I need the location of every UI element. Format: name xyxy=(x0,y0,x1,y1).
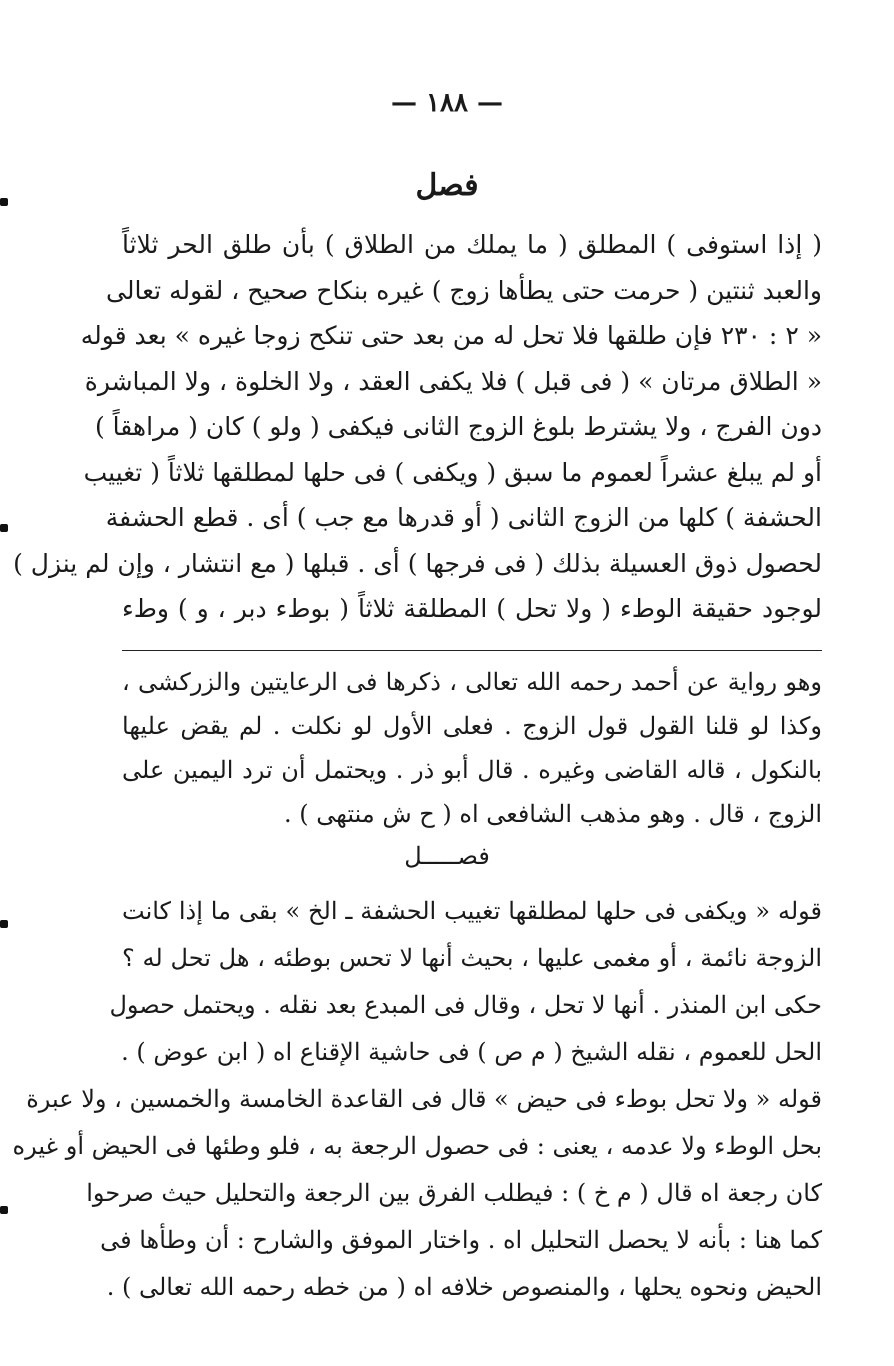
text-line: الحيض ونحوه يحلها ، والمنصوص خلافه اه ( من خطه رحمه الله تعالى ) . xyxy=(106,1273,822,1301)
text-line: كما هنا : بأنه لا يحصل التحليل اه . واختار الموفق والشارح : أن وطأها فى xyxy=(100,1226,822,1254)
text-line: بالنكول ، قاله القاضى وغيره . قال أبو ذر . ويحتمل أن ترد اليمين على xyxy=(122,756,822,784)
text-line: وكذا لو قلنا القول قول الزوج . فعلى الأول لو نكلت . لم يقض عليها xyxy=(122,712,822,740)
text-line: الحل للعموم ، نقله الشيخ ( م ص ) فى حاشية الإقناع اه ( ابن عوض ) . xyxy=(121,1038,822,1066)
text-line: دون الفرج ، ولا يشترط بلوغ الزوج الثانى فيكفى ( ولو ) كان ( مراهقاً ) xyxy=(94,412,822,441)
text-line: لحصول ذوق العسيلة بذلك ( فى فرجها ) أى . قبلها ( مع انتشار ، وإن لم ينزل ) xyxy=(13,548,822,578)
text-line: الحشفة ) كلها من الزوج الثانى ( أو قدرها مع جب ) أى . قطع الحشفة xyxy=(105,503,822,532)
text-line: « ٢ : ٢٣٠ فإن طلقها فلا تحل له من بعد حتى تنكح زوجا غيره » بعد قوله xyxy=(80,321,822,350)
footnote-separator xyxy=(122,650,822,651)
footnote-text xyxy=(122,660,822,836)
text-line: والعبد ثنتين ( حرمت حتى يطأها زوج ) غيره بنكاح صحيح ، لقوله تعالى xyxy=(106,275,822,305)
page-number: — ١٨٨ — xyxy=(390,88,504,118)
text-line: كان رجعة اه قال ( م خ ) : فيطلب الفرق بين الرجعة والتحليل حيث صرحوا xyxy=(86,1179,822,1207)
text-line: وهو رواية عن أحمد رحمه الله تعالى ، ذكرها فى الرعايتين والزركشى ، xyxy=(122,668,822,696)
footnote-section-text xyxy=(12,888,823,1311)
text-line: ( إذا استوفى ) المطلق ( ما يملك من الطلاق ) بأن طلق الحر ثلاثاً xyxy=(122,230,822,259)
text-line: قوله « ويكفى فى حلها لمطلقها تغييب الحشفة ـ الخ » بقى ما إذا كانت xyxy=(122,897,823,925)
text-line: أو لم يبلغ عشراً لعموم ما سبق ( ويكفى ) فى حلها لمطلقها ثلاثاً ( تغييب xyxy=(83,457,822,487)
text-line: بحل الوطء ولا عدمه ، يعنى : فى حصول الرجعة به ، فلو وطئها فى الحيض أو غيره xyxy=(12,1132,822,1160)
text-line: « الطلاق مرتان » ( فى قبل ) فلا يكفى العقد ، ولا الخلوة ، ولا المباشرة xyxy=(84,366,822,396)
text-line: لوجود حقيقة الوطء ( ولا تحل ) المطلقة ثلاثاً ( بوطء دبر ، و ) وطء xyxy=(122,594,822,623)
footnote-section-title: فصـــــل xyxy=(404,842,490,870)
text-line: الزوج ، قال . وهو مذهب الشافعى اه ( ح ش منتهى ) . xyxy=(284,800,822,828)
text-line: قوله « ولا تحل بوطء فى حيض » قال فى القاعدة الخامسة والخمسين ، ولا عبرة xyxy=(26,1085,822,1113)
margin-mark xyxy=(0,524,8,532)
text-line: حكى ابن المنذر . أنها لا تحل ، وقال فى المبدع بعد نقله . ويحتمل حصول xyxy=(109,991,822,1019)
main-text xyxy=(13,222,822,632)
text-line: الزوجة نائمة ، أو مغمى عليها ، بحيث أنها لا تحس بوطئه ، هل تحل له ؟ xyxy=(122,944,822,972)
section-title: فصل xyxy=(415,168,479,203)
margin-mark xyxy=(0,1206,8,1214)
margin-mark xyxy=(0,920,8,928)
